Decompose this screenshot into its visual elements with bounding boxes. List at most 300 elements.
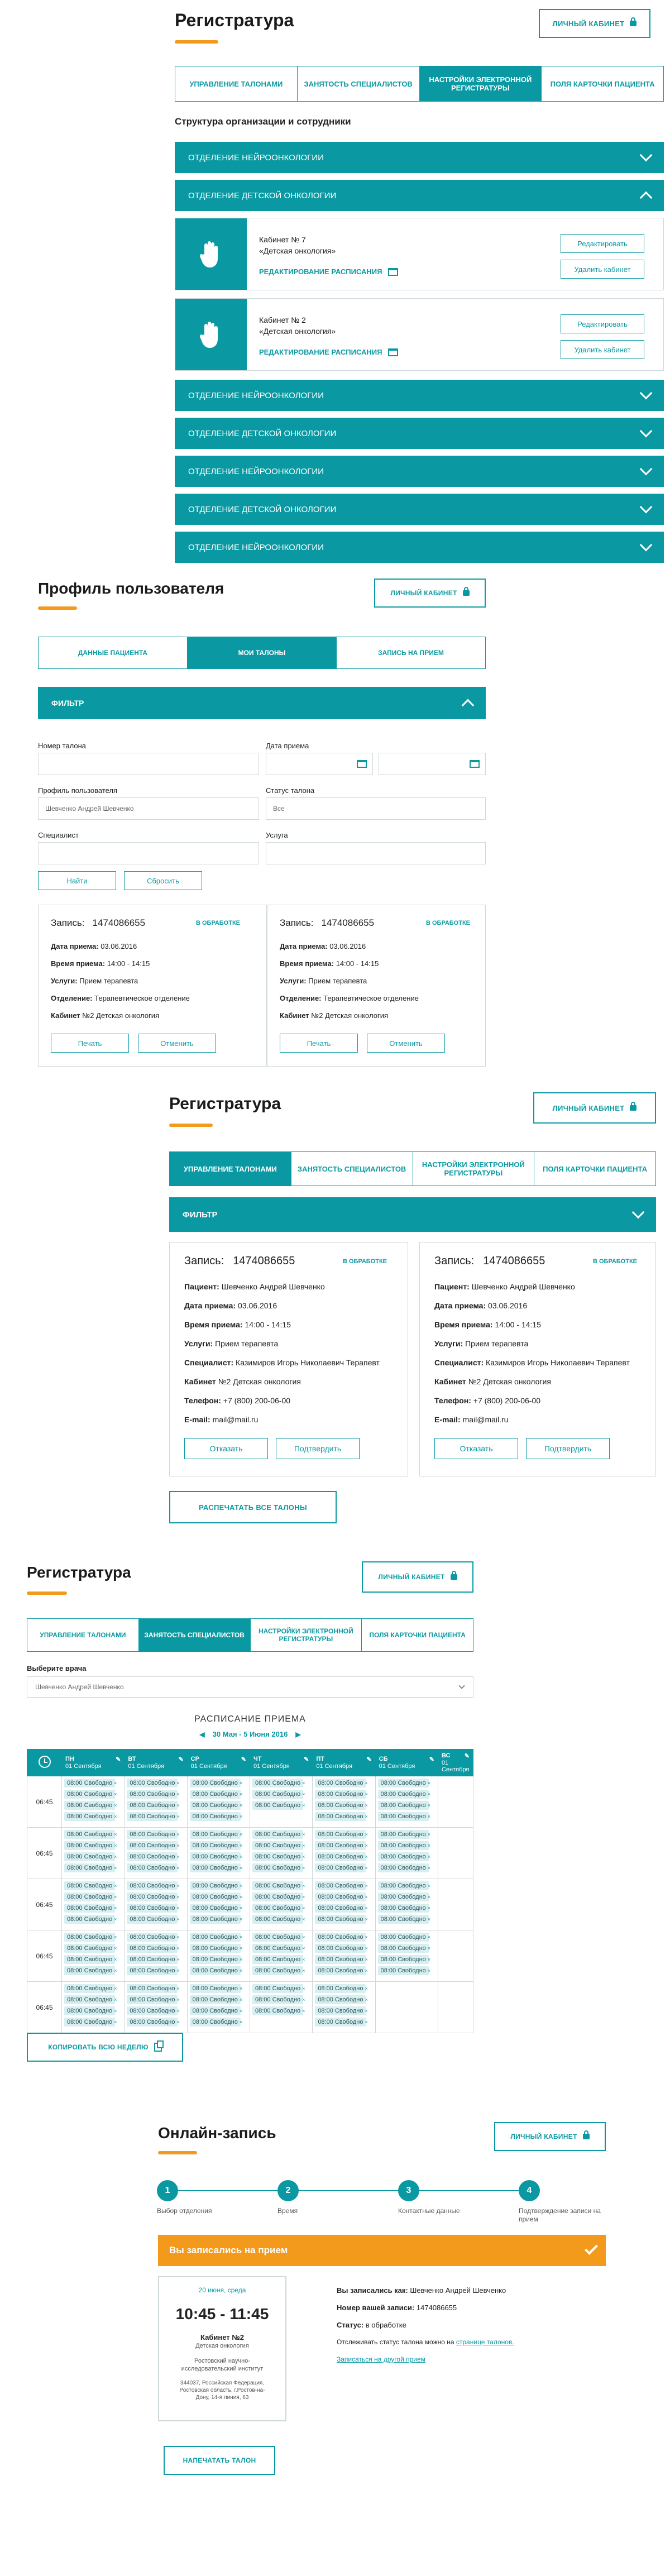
day-cell[interactable] bbox=[187, 1930, 250, 1982]
print-button[interactable]: Печать bbox=[280, 1034, 358, 1053]
remove-slot-icon[interactable]: × bbox=[302, 2008, 305, 2014]
day-cell[interactable] bbox=[62, 1776, 125, 1828]
slot-chip[interactable]: 08:00 Свободно bbox=[190, 1995, 241, 2004]
slot-chip[interactable]: 08:00 Свободно bbox=[252, 1852, 303, 1861]
slot-chip[interactable]: 08:00 Свободно bbox=[64, 1852, 115, 1861]
slot-chip[interactable]: 08:00 Свободно bbox=[190, 1915, 241, 1924]
slot-chip[interactable]: 08:00 Свободно bbox=[64, 1933, 115, 1942]
slot-chip[interactable]: 08:00 Свободно bbox=[252, 1915, 303, 1924]
day-cell[interactable] bbox=[250, 1982, 312, 2033]
slot-chip[interactable]: 08:00 Свободно bbox=[378, 1830, 429, 1839]
service-input[interactable] bbox=[266, 842, 486, 864]
remove-slot-icon[interactable]: × bbox=[114, 1997, 117, 2003]
day-cell[interactable] bbox=[313, 1776, 375, 1828]
remove-slot-icon[interactable]: × bbox=[239, 1883, 243, 1889]
slot-chip[interactable]: 08:00 Свободно bbox=[252, 1830, 303, 1839]
remove-slot-icon[interactable]: × bbox=[114, 1934, 117, 1940]
day-cell[interactable] bbox=[250, 1879, 312, 1930]
day-cell[interactable] bbox=[125, 1930, 187, 1982]
remove-slot-icon[interactable]: × bbox=[365, 1894, 368, 1900]
remove-slot-icon[interactable]: × bbox=[114, 1814, 117, 1819]
day-cell[interactable] bbox=[375, 1930, 438, 1982]
remove-slot-icon[interactable]: × bbox=[302, 1883, 305, 1889]
slot-chip[interactable]: 08:00 Свободно bbox=[127, 1830, 178, 1839]
slot-chip[interactable]: 08:00 Свободно bbox=[315, 1801, 366, 1810]
remove-slot-icon[interactable]: × bbox=[427, 1832, 431, 1837]
tab-specialists[interactable]: ЗАНЯТОСТЬ СПЕЦИАЛИСТОВ bbox=[298, 66, 420, 101]
slot-chip[interactable]: 08:00 Свободно bbox=[64, 1812, 115, 1821]
edit-schedule-link[interactable] bbox=[259, 267, 398, 276]
dept-row[interactable] bbox=[175, 494, 664, 525]
refuse-button[interactable]: Отказать bbox=[184, 1438, 268, 1459]
tab-settings[interactable]: НАСТРОЙКИ ЭЛЕКТРОННОЙ РЕГИСТРАТУРЫ bbox=[251, 1619, 362, 1651]
slot-chip[interactable]: 08:00 Свободно bbox=[252, 1995, 303, 2004]
remove-slot-icon[interactable]: × bbox=[176, 2008, 180, 2014]
edit-schedule-link[interactable] bbox=[259, 348, 398, 356]
remove-slot-icon[interactable]: × bbox=[427, 1894, 431, 1900]
remove-slot-icon[interactable]: × bbox=[427, 1803, 431, 1808]
remove-slot-icon[interactable]: × bbox=[365, 2019, 368, 2025]
day-cell[interactable] bbox=[438, 1879, 473, 1930]
remove-slot-icon[interactable]: × bbox=[427, 1854, 431, 1860]
remove-slot-icon[interactable]: × bbox=[427, 1791, 431, 1797]
slot-chip[interactable]: 08:00 Свободно bbox=[190, 1881, 241, 1890]
remove-slot-icon[interactable]: × bbox=[302, 1946, 305, 1951]
slot-chip[interactable]: 08:00 Свободно bbox=[378, 1915, 429, 1924]
slot-chip[interactable]: 08:00 Свободно bbox=[378, 1812, 429, 1821]
specialist-input[interactable] bbox=[38, 842, 259, 864]
slot-chip[interactable]: 08:00 Свободно bbox=[64, 1966, 115, 1975]
remove-slot-icon[interactable]: × bbox=[176, 1946, 180, 1951]
slot-chip[interactable]: 08:00 Свободно bbox=[64, 1892, 115, 1901]
slot-chip[interactable]: 08:00 Свободно bbox=[315, 1892, 366, 1901]
slot-chip[interactable]: 08:00 Свободно bbox=[127, 1995, 178, 2004]
remove-slot-icon[interactable]: × bbox=[114, 1883, 117, 1889]
remove-slot-icon[interactable]: × bbox=[365, 1997, 368, 2003]
day-cell[interactable] bbox=[313, 1982, 375, 2033]
remove-slot-icon[interactable]: × bbox=[427, 1917, 431, 1922]
day-cell[interactable] bbox=[62, 1930, 125, 1982]
delete-cabinet-button[interactable]: Удалить кабинет bbox=[561, 260, 644, 279]
ticket-number-input[interactable] bbox=[38, 753, 259, 775]
slot-chip[interactable]: 08:00 Свободно bbox=[315, 1812, 366, 1821]
slot-chip[interactable]: 08:00 Свободно bbox=[190, 1863, 241, 1872]
slot-chip[interactable]: 08:00 Свободно bbox=[190, 1830, 241, 1839]
tab-specialists[interactable]: ЗАНЯТОСТЬ СПЕЦИАЛИСТОВ bbox=[139, 1619, 251, 1651]
remove-slot-icon[interactable]: × bbox=[302, 1803, 305, 1808]
slot-chip[interactable]: 08:00 Свободно bbox=[64, 1995, 115, 2004]
edit-cabinet-button[interactable]: Редактировать bbox=[561, 234, 644, 253]
date-from-input[interactable] bbox=[266, 753, 373, 775]
day-cell[interactable] bbox=[62, 1879, 125, 1930]
remove-slot-icon[interactable]: × bbox=[176, 1957, 180, 1962]
remove-slot-icon[interactable]: × bbox=[427, 1780, 431, 1786]
pencil-icon[interactable]: ✎ bbox=[366, 1756, 372, 1763]
remove-slot-icon[interactable]: × bbox=[365, 1934, 368, 1940]
slot-chip[interactable]: 08:00 Свободно bbox=[315, 1881, 366, 1890]
personal-cabinet-button[interactable] bbox=[374, 579, 486, 608]
remove-slot-icon[interactable]: × bbox=[365, 1905, 368, 1911]
tab-fields[interactable]: ПОЛЯ КАРТОЧКИ ПАЦИЕНТА bbox=[543, 1164, 648, 1173]
slot-chip[interactable]: 08:00 Свободно bbox=[378, 1801, 429, 1810]
slot-chip[interactable]: 08:00 Свободно bbox=[64, 1779, 115, 1788]
remove-slot-icon[interactable]: × bbox=[365, 1957, 368, 1962]
remove-slot-icon[interactable]: × bbox=[365, 1968, 368, 1973]
personal-cabinet-button[interactable] bbox=[494, 2122, 606, 2151]
remove-slot-icon[interactable]: × bbox=[176, 1843, 180, 1848]
day-cell[interactable] bbox=[187, 1879, 250, 1930]
remove-slot-icon[interactable]: × bbox=[302, 1832, 305, 1837]
remove-slot-icon[interactable]: × bbox=[365, 1832, 368, 1837]
remove-slot-icon[interactable]: × bbox=[302, 1968, 305, 1973]
slot-chip[interactable]: 08:00 Свободно bbox=[315, 1955, 366, 1964]
remove-slot-icon[interactable]: × bbox=[302, 1917, 305, 1922]
remove-slot-icon[interactable]: × bbox=[114, 2008, 117, 2014]
slot-chip[interactable]: 08:00 Свободно bbox=[190, 1841, 241, 1850]
remove-slot-icon[interactable]: × bbox=[365, 1917, 368, 1922]
slot-chip[interactable]: 08:00 Свободно bbox=[315, 1944, 366, 1953]
remove-slot-icon[interactable]: × bbox=[239, 1905, 243, 1911]
slot-chip[interactable]: 08:00 Свободно bbox=[127, 2018, 178, 2027]
copy-week-button[interactable] bbox=[27, 2033, 183, 2062]
remove-slot-icon[interactable]: × bbox=[302, 1854, 305, 1860]
slot-chip[interactable]: 08:00 Свободно bbox=[252, 1841, 303, 1850]
remove-slot-icon[interactable]: × bbox=[239, 1894, 243, 1900]
slot-chip[interactable]: 08:00 Свободно bbox=[190, 2018, 241, 2027]
tab-settings[interactable]: НАСТРОЙКИ ЭЛЕКТРОННОЙ РЕГИСТРАТУРЫ bbox=[420, 66, 542, 101]
remove-slot-icon[interactable]: × bbox=[239, 1968, 243, 1973]
remove-slot-icon[interactable]: × bbox=[302, 1865, 305, 1871]
remove-slot-icon[interactable]: × bbox=[365, 1791, 368, 1797]
slot-chip[interactable]: 08:00 Свободно bbox=[252, 1984, 303, 1993]
remove-slot-icon[interactable]: × bbox=[239, 1986, 243, 1991]
slot-chip[interactable]: 08:00 Свободно bbox=[315, 2006, 366, 2015]
print-all-button[interactable]: РАСПЕЧАТАТЬ ВСЕ ТАЛОНЫ bbox=[169, 1491, 337, 1523]
slot-chip[interactable]: 08:00 Свободно bbox=[252, 1892, 303, 1901]
remove-slot-icon[interactable]: × bbox=[239, 2019, 243, 2025]
remove-slot-icon[interactable]: × bbox=[239, 2008, 243, 2014]
slot-chip[interactable]: 08:00 Свободно bbox=[252, 1933, 303, 1942]
remove-slot-icon[interactable]: × bbox=[176, 1803, 180, 1808]
remove-slot-icon[interactable]: × bbox=[427, 1905, 431, 1911]
slot-chip[interactable]: 08:00 Свободно bbox=[64, 1915, 115, 1924]
slot-chip[interactable]: 08:00 Свободно bbox=[252, 1944, 303, 1953]
remove-slot-icon[interactable]: × bbox=[114, 1905, 117, 1911]
remove-slot-icon[interactable]: × bbox=[176, 1997, 180, 2003]
tab-tickets[interactable]: УПРАВЛЕНИЕ ТАЛОНАМИ bbox=[27, 1619, 139, 1651]
personal-cabinet-button[interactable] bbox=[533, 1092, 656, 1124]
slot-chip[interactable]: 08:00 Свободно bbox=[315, 1852, 366, 1861]
remove-slot-icon[interactable]: × bbox=[365, 1865, 368, 1871]
remove-slot-icon[interactable]: × bbox=[239, 1957, 243, 1962]
date-to-input[interactable] bbox=[379, 753, 486, 775]
pencil-icon[interactable]: ✎ bbox=[429, 1756, 434, 1763]
remove-slot-icon[interactable]: × bbox=[176, 2019, 180, 2025]
day-cell[interactable] bbox=[438, 1828, 473, 1879]
remove-slot-icon[interactable]: × bbox=[176, 1814, 180, 1819]
slot-chip[interactable]: 08:00 Свободно bbox=[315, 1984, 366, 1993]
book-another-link[interactable]: Записаться на другой прием bbox=[337, 2355, 425, 2363]
slot-chip[interactable]: 08:00 Свободно bbox=[127, 1841, 178, 1850]
slot-chip[interactable]: 08:00 Свободно bbox=[252, 1863, 303, 1872]
remove-slot-icon[interactable]: × bbox=[239, 1832, 243, 1837]
remove-slot-icon[interactable]: × bbox=[176, 1905, 180, 1911]
slot-chip[interactable]: 08:00 Свободно bbox=[190, 1966, 241, 1975]
prev-week-icon[interactable]: ◀ bbox=[199, 1730, 205, 1738]
day-cell[interactable] bbox=[250, 1776, 312, 1828]
remove-slot-icon[interactable]: × bbox=[176, 1780, 180, 1786]
tab-tickets[interactable]: УПРАВЛЕНИЕ ТАЛОНАМИ bbox=[175, 66, 298, 101]
slot-chip[interactable]: 08:00 Свободно bbox=[127, 1915, 178, 1924]
remove-slot-icon[interactable]: × bbox=[302, 1894, 305, 1900]
status-select[interactable] bbox=[266, 797, 486, 820]
slot-chip[interactable]: 08:00 Свободно bbox=[378, 1933, 429, 1942]
slot-chip[interactable]: 08:00 Свободно bbox=[127, 1955, 178, 1964]
slot-chip[interactable]: 08:00 Свободно bbox=[190, 2006, 241, 2015]
cancel-button[interactable]: Отменить bbox=[138, 1034, 216, 1053]
remove-slot-icon[interactable]: × bbox=[239, 1854, 243, 1860]
slot-chip[interactable]: 08:00 Свободно bbox=[190, 1801, 241, 1810]
slot-chip[interactable]: 08:00 Свободно bbox=[378, 1892, 429, 1901]
slot-chip[interactable]: 08:00 Свободно bbox=[190, 1892, 241, 1901]
dept-row[interactable] bbox=[175, 380, 664, 411]
remove-slot-icon[interactable]: × bbox=[365, 1780, 368, 1786]
remove-slot-icon[interactable]: × bbox=[365, 1883, 368, 1889]
slot-chip[interactable]: 08:00 Свободно bbox=[127, 1790, 178, 1799]
remove-slot-icon[interactable]: × bbox=[302, 1957, 305, 1962]
slot-chip[interactable]: 08:00 Свободно bbox=[315, 1863, 366, 1872]
remove-slot-icon[interactable]: × bbox=[176, 1854, 180, 1860]
slot-chip[interactable]: 08:00 Свободно bbox=[190, 1790, 241, 1799]
remove-slot-icon[interactable]: × bbox=[427, 1946, 431, 1951]
remove-slot-icon[interactable]: × bbox=[365, 1854, 368, 1860]
doctor-select[interactable] bbox=[27, 1676, 473, 1698]
slot-chip[interactable]: 08:00 Свободно bbox=[252, 1779, 303, 1788]
next-week-icon[interactable]: ▶ bbox=[295, 1730, 301, 1738]
slot-chip[interactable]: 08:00 Свободно bbox=[64, 1801, 115, 1810]
slot-chip[interactable]: 08:00 Свободно bbox=[315, 1995, 366, 2004]
slot-chip[interactable]: 08:00 Свободно bbox=[315, 1841, 366, 1850]
slot-chip[interactable]: 08:00 Свободно bbox=[127, 2006, 178, 2015]
remove-slot-icon[interactable]: × bbox=[365, 1946, 368, 1951]
slot-chip[interactable]: 08:00 Свободно bbox=[315, 1966, 366, 1975]
day-cell[interactable] bbox=[250, 1828, 312, 1879]
slot-chip[interactable]: 08:00 Свободно bbox=[127, 1863, 178, 1872]
dept-row[interactable] bbox=[175, 456, 664, 487]
slot-chip[interactable]: 08:00 Свободно bbox=[64, 1881, 115, 1890]
slot-chip[interactable]: 08:00 Свободно bbox=[315, 1904, 366, 1913]
remove-slot-icon[interactable]: × bbox=[239, 1780, 243, 1786]
tab-tickets[interactable]: УПРАВЛЕНИЕ ТАЛОНАМИ bbox=[170, 1152, 291, 1186]
slot-chip[interactable]: 08:00 Свободно bbox=[252, 1881, 303, 1890]
confirm-button[interactable]: Подтвердить bbox=[526, 1438, 610, 1459]
slot-chip[interactable]: 08:00 Свободно bbox=[64, 1944, 115, 1953]
remove-slot-icon[interactable]: × bbox=[427, 1934, 431, 1940]
remove-slot-icon[interactable]: × bbox=[302, 1791, 305, 1797]
slot-chip[interactable]: 08:00 Свободно bbox=[315, 1933, 366, 1942]
slot-chip[interactable]: 08:00 Свободно bbox=[127, 1984, 178, 1993]
day-cell[interactable] bbox=[375, 1828, 438, 1879]
slot-chip[interactable]: 08:00 Свободно bbox=[378, 1779, 429, 1788]
remove-slot-icon[interactable]: × bbox=[239, 1997, 243, 2003]
personal-cabinet-button[interactable] bbox=[539, 9, 650, 38]
slot-chip[interactable]: 08:00 Свободно bbox=[127, 1852, 178, 1861]
remove-slot-icon[interactable]: × bbox=[176, 1934, 180, 1940]
tab-appointment[interactable]: ЗАПИСЬ НА ПРИЕМ bbox=[378, 649, 444, 657]
remove-slot-icon[interactable]: × bbox=[365, 2008, 368, 2014]
remove-slot-icon[interactable]: × bbox=[427, 1883, 431, 1889]
tickets-page-link[interactable]: странице талонов. bbox=[456, 2338, 514, 2346]
day-cell[interactable] bbox=[375, 1776, 438, 1828]
remove-slot-icon[interactable]: × bbox=[302, 1905, 305, 1911]
remove-slot-icon[interactable]: × bbox=[365, 1986, 368, 1991]
remove-slot-icon[interactable]: × bbox=[302, 1997, 305, 2003]
find-button[interactable]: Найти bbox=[38, 871, 116, 890]
tab-settings[interactable]: НАСТРОЙКИ ЭЛЕКТРОННОЙ РЕГИСТРАТУРЫ bbox=[413, 1152, 535, 1186]
slot-chip[interactable]: 08:00 Свободно bbox=[127, 1779, 178, 1788]
remove-slot-icon[interactable]: × bbox=[114, 1917, 117, 1922]
slot-chip[interactable]: 08:00 Свободно bbox=[64, 1955, 115, 1964]
slot-chip[interactable]: 08:00 Свободно bbox=[252, 2006, 303, 2015]
print-ticket-button[interactable]: НАПЕЧАТАТЬ ТАЛОН bbox=[164, 2446, 275, 2475]
remove-slot-icon[interactable]: × bbox=[365, 1814, 368, 1819]
dept-row[interactable] bbox=[175, 142, 664, 173]
print-button[interactable]: Печать bbox=[51, 1034, 129, 1053]
remove-slot-icon[interactable]: × bbox=[239, 1814, 243, 1819]
day-cell[interactable] bbox=[438, 1930, 473, 1982]
slot-chip[interactable]: 08:00 Свободно bbox=[190, 1944, 241, 1953]
confirm-button[interactable]: Подтвердить bbox=[276, 1438, 360, 1459]
remove-slot-icon[interactable]: × bbox=[239, 1917, 243, 1922]
remove-slot-icon[interactable]: × bbox=[427, 1968, 431, 1973]
remove-slot-icon[interactable]: × bbox=[114, 1957, 117, 1962]
tab-my-tickets[interactable]: МОИ ТАЛОНЫ bbox=[188, 637, 337, 668]
slot-chip[interactable]: 08:00 Свободно bbox=[252, 1904, 303, 1913]
remove-slot-icon[interactable]: × bbox=[176, 1986, 180, 1991]
slot-chip[interactable]: 08:00 Свободно bbox=[127, 1881, 178, 1890]
slot-chip[interactable]: 08:00 Свободно bbox=[315, 1915, 366, 1924]
slot-chip[interactable]: 08:00 Свободно bbox=[252, 1790, 303, 1799]
slot-chip[interactable]: 08:00 Свободно bbox=[64, 1841, 115, 1850]
tab-patient-data[interactable]: ДАННЫЕ ПАЦИЕНТА bbox=[39, 637, 188, 668]
slot-chip[interactable]: 08:00 Свободно bbox=[127, 1812, 178, 1821]
day-cell[interactable] bbox=[187, 1982, 250, 2033]
slot-chip[interactable]: 08:00 Свободно bbox=[64, 1904, 115, 1913]
remove-slot-icon[interactable]: × bbox=[114, 1968, 117, 1973]
remove-slot-icon[interactable]: × bbox=[176, 1917, 180, 1922]
slot-chip[interactable]: 08:00 Свободно bbox=[127, 1966, 178, 1975]
pencil-icon[interactable]: ✎ bbox=[241, 1756, 246, 1763]
slot-chip[interactable]: 08:00 Свободно bbox=[190, 1955, 241, 1964]
remove-slot-icon[interactable]: × bbox=[176, 1883, 180, 1889]
tab-fields[interactable]: ПОЛЯ КАРТОЧКИ ПАЦИЕНТА bbox=[369, 1631, 466, 1639]
remove-slot-icon[interactable]: × bbox=[302, 1843, 305, 1848]
remove-slot-icon[interactable]: × bbox=[365, 1803, 368, 1808]
remove-slot-icon[interactable]: × bbox=[427, 1865, 431, 1871]
slot-chip[interactable]: 08:00 Свободно bbox=[378, 1863, 429, 1872]
edit-cabinet-button[interactable]: Редактировать bbox=[561, 314, 644, 333]
personal-cabinet-button[interactable] bbox=[362, 1561, 473, 1593]
slot-chip[interactable]: 08:00 Свободно bbox=[190, 1812, 241, 1821]
remove-slot-icon[interactable]: × bbox=[302, 1780, 305, 1786]
day-cell[interactable] bbox=[313, 1879, 375, 1930]
slot-chip[interactable]: 08:00 Свободно bbox=[64, 1790, 115, 1799]
slot-chip[interactable]: 08:00 Свободно bbox=[64, 1984, 115, 1993]
remove-slot-icon[interactable]: × bbox=[427, 1843, 431, 1848]
slot-chip[interactable]: 08:00 Свободно bbox=[378, 1841, 429, 1850]
remove-slot-icon[interactable]: × bbox=[176, 1791, 180, 1797]
remove-slot-icon[interactable]: × bbox=[302, 1986, 305, 1991]
tab-specialists[interactable]: ЗАНЯТОСТЬ СПЕЦИАЛИСТОВ bbox=[291, 1152, 413, 1186]
slot-chip[interactable]: 08:00 Свободно bbox=[378, 1790, 429, 1799]
day-cell[interactable] bbox=[125, 1776, 187, 1828]
remove-slot-icon[interactable]: × bbox=[114, 1986, 117, 1991]
day-cell[interactable] bbox=[62, 1828, 125, 1879]
remove-slot-icon[interactable]: × bbox=[114, 1854, 117, 1860]
remove-slot-icon[interactable]: × bbox=[302, 1934, 305, 1940]
remove-slot-icon[interactable]: × bbox=[365, 1843, 368, 1848]
tab-fields[interactable]: ПОЛЯ КАРТОЧКИ ПАЦИЕНТА bbox=[550, 79, 655, 88]
remove-slot-icon[interactable]: × bbox=[114, 1791, 117, 1797]
remove-slot-icon[interactable]: × bbox=[239, 1843, 243, 1848]
day-cell[interactable] bbox=[62, 1982, 125, 2033]
dept-row[interactable] bbox=[175, 180, 664, 211]
slot-chip[interactable]: 08:00 Свободно bbox=[315, 1779, 366, 1788]
slot-chip[interactable]: 08:00 Свободно bbox=[127, 1933, 178, 1942]
slot-chip[interactable]: 08:00 Свободно bbox=[378, 1955, 429, 1964]
day-cell[interactable] bbox=[125, 1828, 187, 1879]
dept-row[interactable] bbox=[175, 418, 664, 449]
profile-select[interactable] bbox=[38, 797, 259, 820]
remove-slot-icon[interactable]: × bbox=[239, 1803, 243, 1808]
remove-slot-icon[interactable]: × bbox=[176, 1894, 180, 1900]
day-cell[interactable] bbox=[125, 1982, 187, 2033]
day-cell[interactable] bbox=[187, 1776, 250, 1828]
slot-chip[interactable]: 08:00 Свободно bbox=[252, 1801, 303, 1810]
reset-button[interactable]: Сбросить bbox=[124, 871, 202, 890]
slot-chip[interactable]: 08:00 Свободно bbox=[378, 1904, 429, 1913]
slot-chip[interactable]: 08:00 Свободно bbox=[252, 1955, 303, 1964]
refuse-button[interactable]: Отказать bbox=[434, 1438, 518, 1459]
filter-header[interactable] bbox=[169, 1197, 656, 1232]
remove-slot-icon[interactable]: × bbox=[114, 1843, 117, 1848]
pencil-icon[interactable]: ✎ bbox=[304, 1756, 309, 1763]
pencil-icon[interactable]: ✎ bbox=[464, 1753, 470, 1760]
slot-chip[interactable]: 08:00 Свободно bbox=[127, 1801, 178, 1810]
remove-slot-icon[interactable]: × bbox=[239, 1865, 243, 1871]
day-cell[interactable] bbox=[313, 1828, 375, 1879]
slot-chip[interactable]: 08:00 Свободно bbox=[315, 1790, 366, 1799]
remove-slot-icon[interactable]: × bbox=[427, 1957, 431, 1962]
remove-slot-icon[interactable]: × bbox=[114, 1780, 117, 1786]
slot-chip[interactable]: 08:00 Свободно bbox=[378, 1881, 429, 1890]
pencil-icon[interactable]: ✎ bbox=[178, 1756, 184, 1763]
remove-slot-icon[interactable]: × bbox=[239, 1934, 243, 1940]
pencil-icon[interactable]: ✎ bbox=[116, 1756, 121, 1763]
slot-chip[interactable]: 08:00 Свободно bbox=[190, 1984, 241, 1993]
day-cell[interactable] bbox=[375, 1982, 438, 2033]
slot-chip[interactable]: 08:00 Свободно bbox=[127, 1944, 178, 1953]
slot-chip[interactable]: 08:00 Свободно bbox=[190, 1933, 241, 1942]
slot-chip[interactable]: 08:00 Свободно bbox=[315, 1830, 366, 1839]
day-cell[interactable] bbox=[250, 1930, 312, 1982]
remove-slot-icon[interactable]: × bbox=[176, 1968, 180, 1973]
slot-chip[interactable]: 08:00 Свободно bbox=[190, 1904, 241, 1913]
slot-chip[interactable]: 08:00 Свободно bbox=[127, 1892, 178, 1901]
remove-slot-icon[interactable]: × bbox=[114, 1803, 117, 1808]
remove-slot-icon[interactable]: × bbox=[176, 1832, 180, 1837]
day-cell[interactable] bbox=[313, 1930, 375, 1982]
